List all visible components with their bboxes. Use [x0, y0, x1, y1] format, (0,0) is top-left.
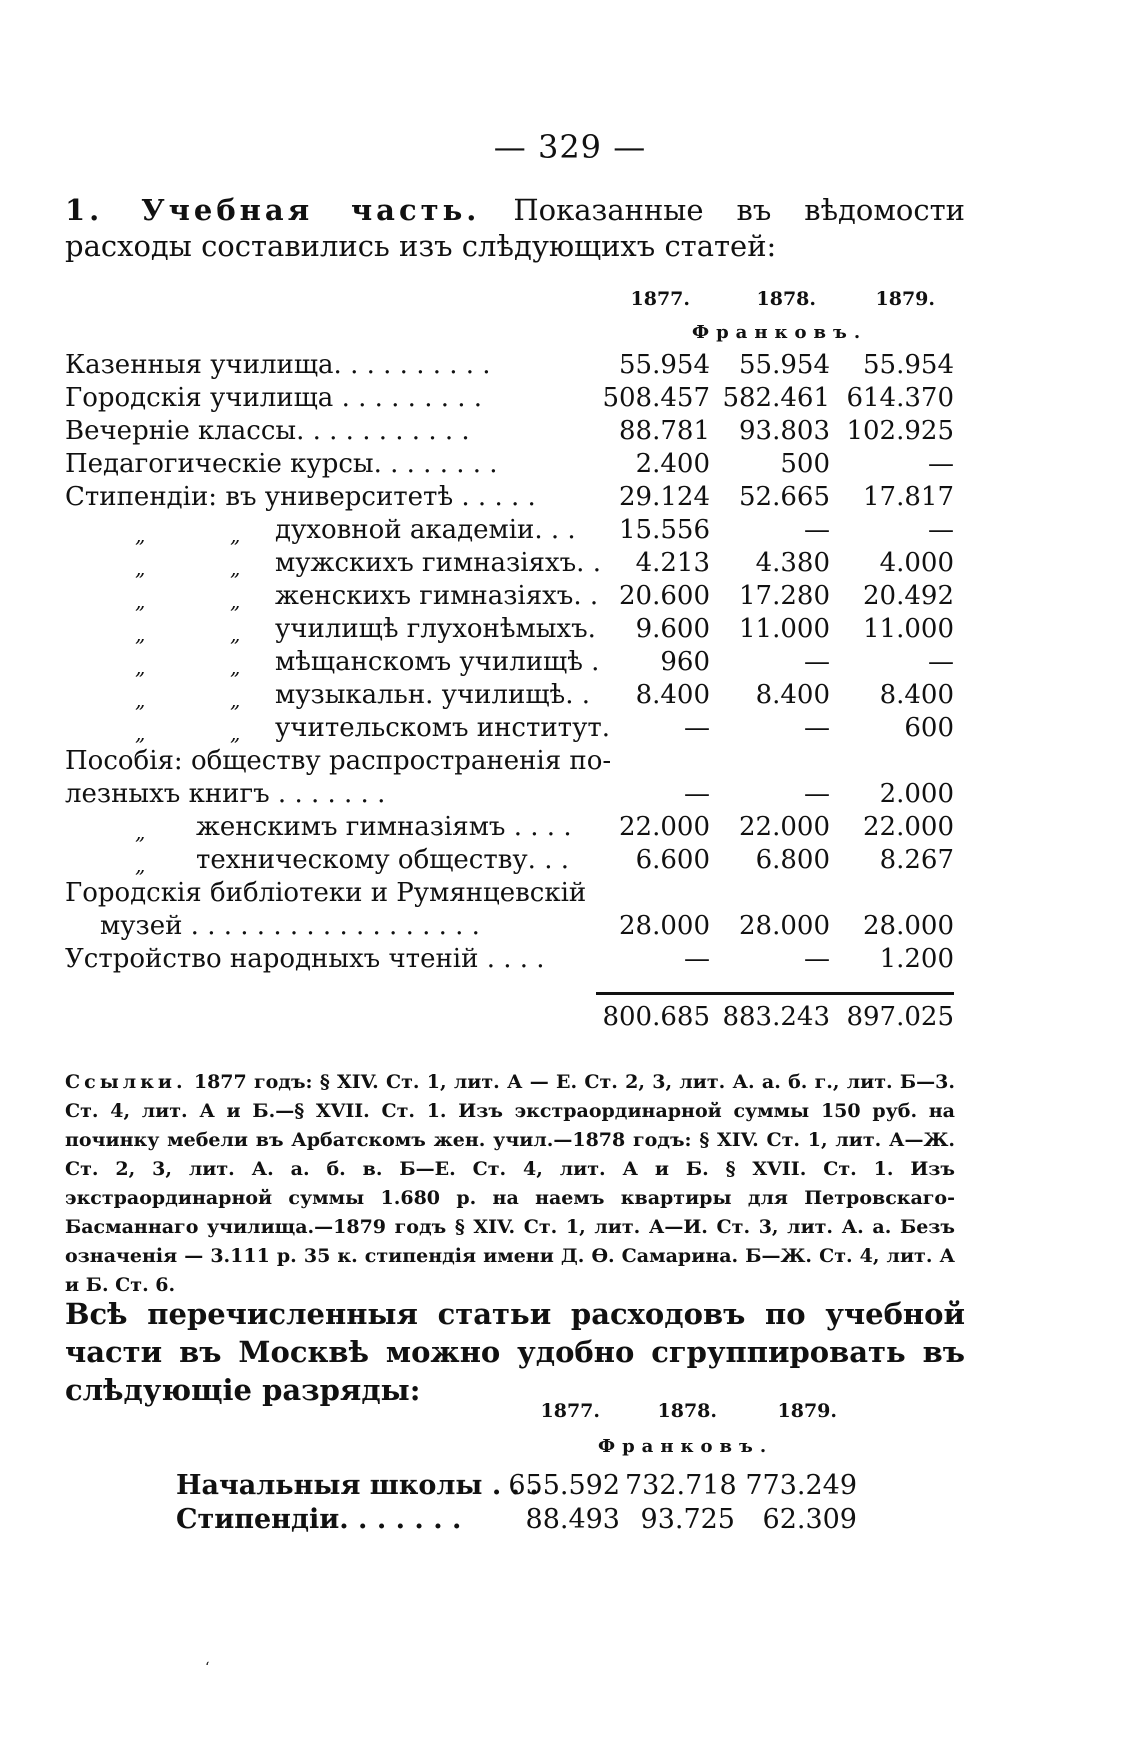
row-value: 8.400 — [755, 680, 830, 710]
table-row — [0, 878, 1140, 912]
ditto-mark: „ — [230, 523, 241, 547]
row-value: — — [684, 713, 710, 743]
row-label: женскихъ гимназіяхъ. . — [275, 581, 599, 611]
row-value: — — [804, 515, 830, 545]
row-value: 614.370 — [846, 383, 954, 413]
summary-row-value: 62.309 — [762, 1504, 857, 1535]
row-label: Стипендіи: въ университетѣ . . . . . — [65, 482, 536, 512]
page-number: — 329 — — [493, 128, 647, 166]
section-heading: 1. Учебная часть. — [65, 193, 481, 227]
stray-mark: ‘ — [205, 1660, 210, 1676]
summary-paragraph: Всѣ перечисленныя статьи расходовъ по учебной части въ Москвѣ можно удобно сгруппировать въ слѣдующіе разряды: — [65, 1297, 965, 1407]
table-row — [0, 944, 1140, 978]
ditto-mark: „ — [135, 523, 146, 547]
summary-row-label: Начальныя школы . . . — [176, 1470, 539, 1501]
row-label: Педагогическіе курсы. . . . . . . . — [65, 449, 498, 479]
row-label: музей . . . . . . . . . . . . . . . . . . — [100, 911, 480, 941]
row-value: 102.925 — [846, 416, 954, 446]
row-label: Городскія училища . . . . . . . . . — [65, 383, 483, 413]
row-value: 29.124 — [619, 482, 710, 512]
row-value: 22.000 — [739, 812, 830, 842]
row-value: 8.400 — [635, 680, 710, 710]
row-label: музыкальн. училищѣ. . — [275, 680, 590, 710]
row-label: техническому обществу. . . — [196, 845, 569, 875]
table-row — [0, 350, 1140, 384]
row-value: 4.380 — [755, 548, 830, 578]
summary-year-1879: 1879. — [777, 1400, 837, 1422]
unit-label: Франковъ. — [692, 322, 868, 343]
row-label: Вечерніе классы. . . . . . . . . . . — [65, 416, 470, 446]
footnote-label: Ссылки. — [65, 1071, 187, 1093]
row-value: 55.954 — [739, 350, 830, 380]
intro-paragraph — [65, 192, 965, 264]
intro-text: Показанные въ вѣдомости расходы составились изъ слѣдующихъ статей: — [65, 193, 965, 263]
row-value: 88.781 — [619, 416, 710, 446]
row-value: — — [804, 944, 830, 974]
row-label: мѣщанскомъ училищѣ . — [275, 647, 600, 677]
table-row — [0, 713, 1140, 747]
table-row — [0, 548, 1140, 582]
year-header-1879: 1879. — [875, 288, 935, 310]
year-header-1878: 1878. — [756, 288, 816, 310]
table-row — [0, 779, 1140, 813]
summary-row-value: 88.493 — [525, 1504, 620, 1535]
total-1879: 897.025 — [846, 1002, 954, 1032]
table-row — [0, 449, 1140, 483]
row-value: 500 — [780, 449, 830, 479]
table-row — [0, 482, 1140, 516]
table-row — [0, 911, 1140, 945]
summary-row-value: 773.249 — [745, 1470, 857, 1501]
table-row — [0, 680, 1140, 714]
row-value: — — [928, 647, 954, 677]
row-value: 93.803 — [739, 416, 830, 446]
row-value: 15.556 — [619, 515, 710, 545]
row-value: 600 — [904, 713, 954, 743]
table-row — [0, 416, 1140, 450]
summary-year-1878: 1878. — [657, 1400, 717, 1422]
row-value: 52.665 — [739, 482, 830, 512]
table-row — [0, 746, 1140, 780]
ditto-mark: „ — [230, 622, 241, 646]
row-value: 55.954 — [863, 350, 954, 380]
table-row — [0, 845, 1140, 879]
row-label: женскимъ гимназіямъ . . . . — [196, 812, 572, 842]
ditto-mark: „ — [135, 721, 146, 745]
ditto-mark: „ — [135, 556, 146, 580]
row-label: духовной академіи. . . — [275, 515, 576, 545]
year-header-1877: 1877. — [630, 288, 690, 310]
table-row — [0, 383, 1140, 417]
references-footnote — [65, 1068, 955, 1300]
summary-year-1877: 1877. — [540, 1400, 600, 1422]
row-label: училищѣ глухонѣмыхъ. — [275, 614, 596, 644]
row-value: — — [684, 779, 710, 809]
row-value: 28.000 — [739, 911, 830, 941]
total-1877: 800.685 — [602, 1002, 710, 1032]
ditto-mark: „ — [135, 688, 146, 712]
row-value: — — [928, 515, 954, 545]
row-value: — — [928, 449, 954, 479]
row-value: 1.200 — [879, 944, 954, 974]
row-value: 9.600 — [635, 614, 710, 644]
table-row — [0, 515, 1140, 549]
ditto-mark: „ — [230, 655, 241, 679]
summary-row-value: 655.592 — [508, 1470, 620, 1501]
row-value: 20.600 — [619, 581, 710, 611]
ditto-mark: „ — [230, 721, 241, 745]
row-value: 2.000 — [879, 779, 954, 809]
summary-row-value: 93.725 — [640, 1504, 735, 1535]
row-value: — — [804, 779, 830, 809]
row-value: 28.000 — [619, 911, 710, 941]
row-label: Казенныя училища. . . . . . . . . . — [65, 350, 491, 380]
summary-unit-label: Франковъ. — [598, 1436, 774, 1457]
row-value: 22.000 — [619, 812, 710, 842]
row-value: 2.400 — [635, 449, 710, 479]
row-label: Городскія библіотеки и Румянцевскій — [65, 878, 587, 908]
ditto-mark: „ — [135, 820, 146, 844]
ditto-mark: „ — [135, 853, 146, 877]
row-value: 28.000 — [863, 911, 954, 941]
row-label: учительскомъ институт. — [275, 713, 611, 743]
row-value: 4.213 — [635, 548, 710, 578]
ditto-mark: „ — [135, 655, 146, 679]
row-value: 4.000 — [879, 548, 954, 578]
ditto-mark: „ — [230, 688, 241, 712]
row-value: — — [684, 944, 710, 974]
row-value: 55.954 — [619, 350, 710, 380]
ditto-mark: „ — [230, 556, 241, 580]
row-value: 6.600 — [635, 845, 710, 875]
row-value: 17.280 — [739, 581, 830, 611]
row-label: мужскихъ гимназіяхъ. . — [275, 548, 601, 578]
row-value: 17.817 — [863, 482, 954, 512]
row-value: 582.461 — [722, 383, 830, 413]
row-value: 11.000 — [739, 614, 830, 644]
ditto-mark: „ — [135, 589, 146, 613]
ditto-mark: „ — [230, 589, 241, 613]
row-value: 6.800 — [755, 845, 830, 875]
row-value: 8.267 — [879, 845, 954, 875]
row-label: лезныхъ книгъ . . . . . . . — [65, 779, 386, 809]
table-row — [0, 581, 1140, 615]
row-value: 11.000 — [863, 614, 954, 644]
row-value: 960 — [660, 647, 710, 677]
footnote-text: 1877 годъ: § XIV. Ст. 1, лит. А — Е. Ст. 2, 3, лит. А. а. б. г., лит. Б—3. Ст. 4, лит. А и Б.—§ XVII. Ст. 1. Изъ экстраординарной суммы 150 руб. на починку мебели въ Арбатскомъ жен. учил.—1878 годъ: § XIV. Ст. 1, лит. А—Ж. Ст. 2, 3, лит. А. а. б. в. Б—Е. Ст. 4, лит. А и Б. § XVII. Ст. 1. Изъ экстраординарной суммы 1.680 р. на наемъ квартиры для Петровскаго-Басманнаго училища.—1879 годъ § XIV. Ст. 1, лит. А—И. Ст. 3, лит. А. а. Безъ означенія — 3.111 р. 35 к. стипендія имени Д. Ѳ. Самарина. Б—Ж. Ст. 4, лит. А и Б. Ст. 6. — [65, 1071, 955, 1296]
row-value: 508.457 — [602, 383, 710, 413]
row-label: Пособія: обществу распространенія по- — [65, 746, 612, 776]
row-value: 20.492 — [863, 581, 954, 611]
row-value: 22.000 — [863, 812, 954, 842]
table-row — [0, 647, 1140, 681]
table-row — [0, 614, 1140, 648]
total-1878: 883.243 — [722, 1002, 830, 1032]
summary-row-label: Стипендіи. . . . . . . — [176, 1504, 462, 1535]
row-value: — — [804, 647, 830, 677]
table-row — [0, 812, 1140, 846]
summary-row-value: 732.718 — [625, 1470, 737, 1501]
row-value: 8.400 — [879, 680, 954, 710]
ditto-mark: „ — [135, 622, 146, 646]
row-value: — — [804, 713, 830, 743]
totals-rule — [596, 992, 954, 995]
row-label: Устройство народныхъ чтеній . . . . — [65, 944, 545, 974]
